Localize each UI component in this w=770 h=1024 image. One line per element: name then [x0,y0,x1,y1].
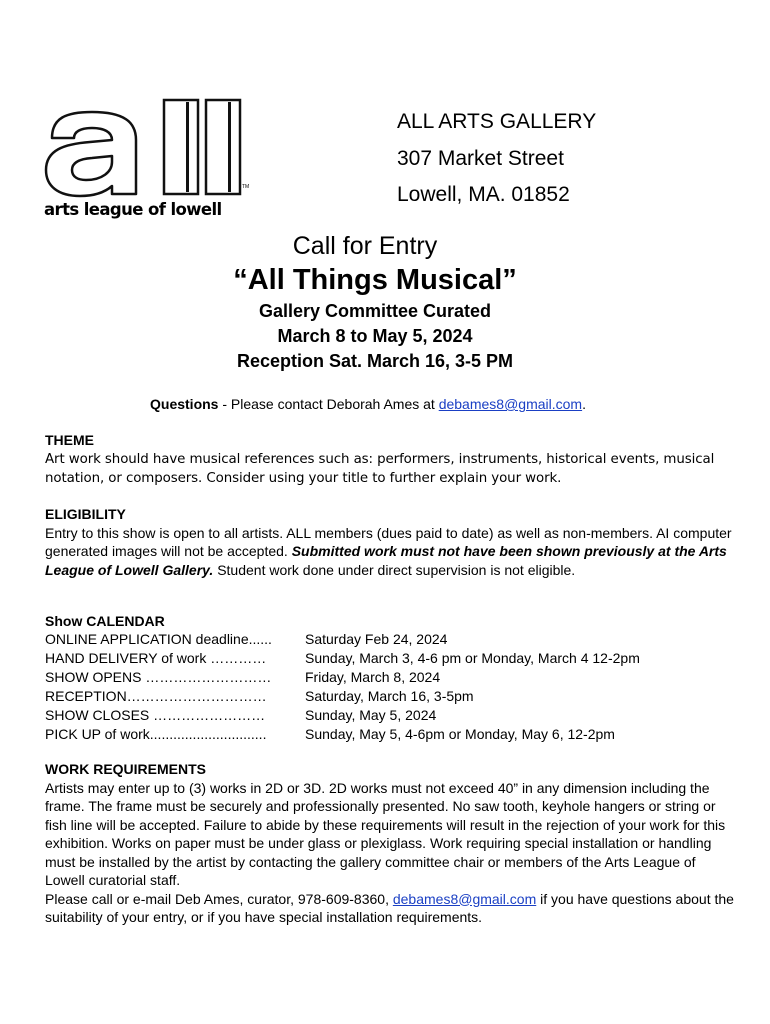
reception-line: Reception Sat. March 16, 3-5 PM [236,351,514,371]
all-logo-mark-icon [44,98,250,198]
work-contact-end: if you have questions about the suitability of your entry, or if you have special installation requirements. [45,890,734,925]
theme-body: Art work should have musical references such as: performers, instruments, historical events, musical notation, or composers. Consider using your title to further explain your work. [45,451,715,486]
gallery-city: Lowell, MA. 01852 [397,183,570,206]
curated-line: Gallery Committee Curated [258,301,492,321]
questions-line [150,396,586,412]
calendar-date: Saturday, March 16, 3-5pm [305,688,474,704]
call-for-entry: Call for Entry [292,232,438,260]
trademark-mark: TM [242,184,250,190]
work-body: Artists may enter up to (3) works in 2D or 3D. 2D works must not exceed 40” in any dimension including the frame. The frame must be securely and professionally presented. No saw tooth, keyhole hangers or string or fish line will be accepted. Failure to abide by these requirements will result in the rejection of your work for this exhibition. Works on paper must be under glass or plexiglass. Work requiring special installation or handling must be installed by the artist by contacting the gallery committee chair or members of the Arts League of Lowell curatorial staff. [45,779,726,888]
calendar-label: PICK UP of work.............................. [45,726,267,742]
eligibility-text: Entry to this show is open to all artists. ALL members (dues paid to date) as well as non-members. AI computer generated images will not be accepted. [45,524,732,559]
calendar-date: Friday, March 8, 2024 [305,669,441,685]
gallery-name: ALL ARTS GALLERY [397,110,597,133]
gallery-street: 307 Market Street [397,146,564,170]
show-dates: March 8 to May 5, 2024 [277,326,473,346]
show-title: “All Things Musical” [233,264,517,296]
work-contact-text: Please call or e-mail Deb Ames, curator, 978-609-8360, [45,890,393,907]
calendar-label: SHOW OPENS ……………………… [45,669,272,685]
arts-league-logo [44,98,250,222]
work-heading: WORK REQUIREMENTS [45,761,206,777]
calendar-date: Saturday Feb 24, 2024 [305,631,448,647]
calendar-label: SHOW CLOSES …………………… [45,707,266,723]
calendar-heading-wrap [45,612,735,631]
eligibility-section [45,505,735,579]
calendar-label: ONLINE APPLICATION deadline...... [45,631,272,647]
questions-label: Questions [150,396,219,412]
work-contact [45,890,735,927]
eligibility-heading: ELIGIBILITY [45,506,126,522]
questions-text: - Please contact Deborah Ames at [218,396,439,412]
questions-email-link[interactable]: debames8@gmail.com [438,396,583,412]
theme-heading: THEME [45,432,94,448]
calendar-date: Sunday, May 5, 4-6pm or Monday, May 6, 12-2pm [305,726,615,742]
eligibility-body [45,524,735,580]
calendar-date: Sunday, May 5, 2024 [305,707,437,723]
questions-end: . [582,396,586,412]
calendar-label: RECEPTION………………………… [45,688,267,704]
gallery-address [397,104,596,214]
work-requirements-section [45,760,735,927]
eligibility-text-end: Student work done under direct supervision is not eligible. [213,561,576,578]
calendar-heading: Show CALENDAR [45,613,165,629]
calendar-label: HAND DELIVERY of work ………… [45,650,267,666]
work-contact-email-link[interactable]: debames8@gmail.com [392,890,537,907]
eligibility-emphasis: Submitted work must not have been shown previously at the Arts League of Lowell Gallery. [45,543,727,578]
logo-text: arts league of lowell [44,200,222,219]
calendar-date: Sunday, March 3, 4-6 pm or Monday, March 4 12-2pm [305,650,640,666]
theme-section [45,431,735,488]
